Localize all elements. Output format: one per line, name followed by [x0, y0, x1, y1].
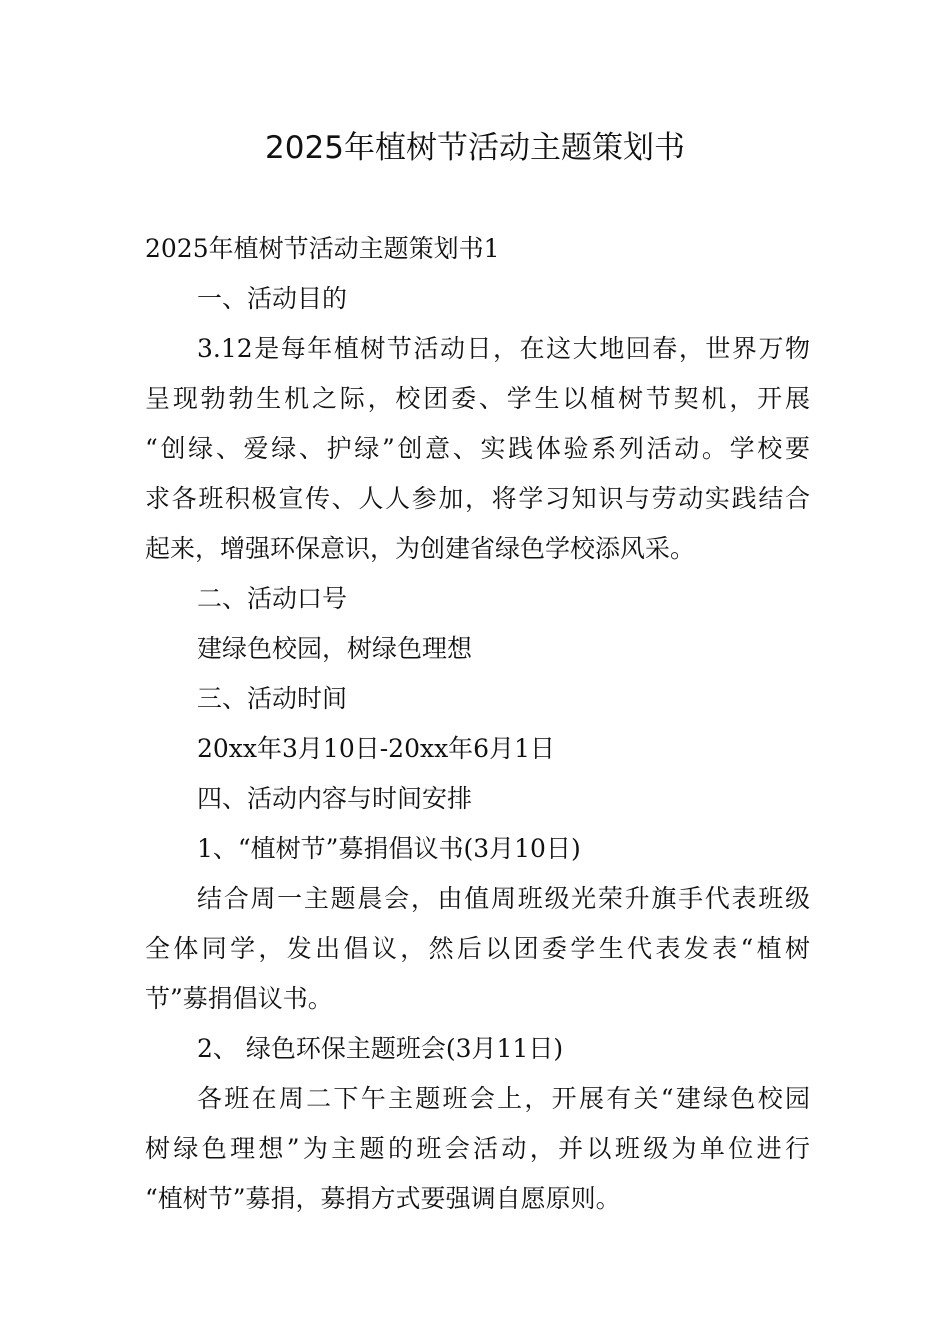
- paragraph-line: “创绿、爱绿、护绿”创意、实践体验系列活动。学校要: [145, 434, 810, 463]
- paragraph-line: 全体同学，发出倡议，然后以团委学生代表发表“植树: [145, 934, 810, 963]
- paragraph-line: 各班在周二下午主题班会上，开展有关“建绿色校园: [197, 1084, 810, 1113]
- paragraph-line: 求各班积极宣传、人人参加，将学习知识与劳动实践结合: [145, 484, 810, 513]
- document-body: [145, 224, 810, 1224]
- paragraph-line: “植树节”募捐，募捐方式要强调自愿原则。: [145, 1184, 621, 1213]
- slogan-text: 建绿色校园，树绿色理想: [197, 634, 473, 663]
- paragraph-line: 树绿色理想”为主题的班会活动，并以班级为单位进行: [145, 1134, 810, 1163]
- document-title: 2025年植树节活动主题策划书: [265, 130, 685, 166]
- paragraph-line: 节”募捐倡议书。: [145, 984, 333, 1013]
- paragraph-line: 起来，增强环保意识，为创建省绿色学校添风采。: [145, 534, 696, 563]
- paragraph-line: 3.12是每年植树节活动日，在这大地回春，世界万物: [197, 334, 810, 363]
- heading-content: 四、活动内容与时间安排: [197, 784, 473, 813]
- subheading-item-1: 1、“植树节”募捐倡议书(3月10日): [197, 834, 581, 863]
- section-heading: 2025年植树节活动主题策划书1: [145, 234, 500, 263]
- heading-time: 三、活动时间: [197, 684, 348, 713]
- heading-purpose: 一、活动目的: [197, 284, 348, 313]
- time-text: 20xx年3月10日-20xx年6月1日: [197, 734, 555, 763]
- paragraph-line: 结合周一主题晨会，由值周班级光荣升旗手代表班级: [197, 884, 810, 913]
- heading-slogan: 二、活动口号: [197, 584, 348, 613]
- paragraph-line: 呈现勃勃生机之际，校团委、学生以植树节契机，开展: [145, 384, 810, 413]
- subheading-item-2: 2、 绿色环保主题班会(3月11日): [197, 1034, 564, 1063]
